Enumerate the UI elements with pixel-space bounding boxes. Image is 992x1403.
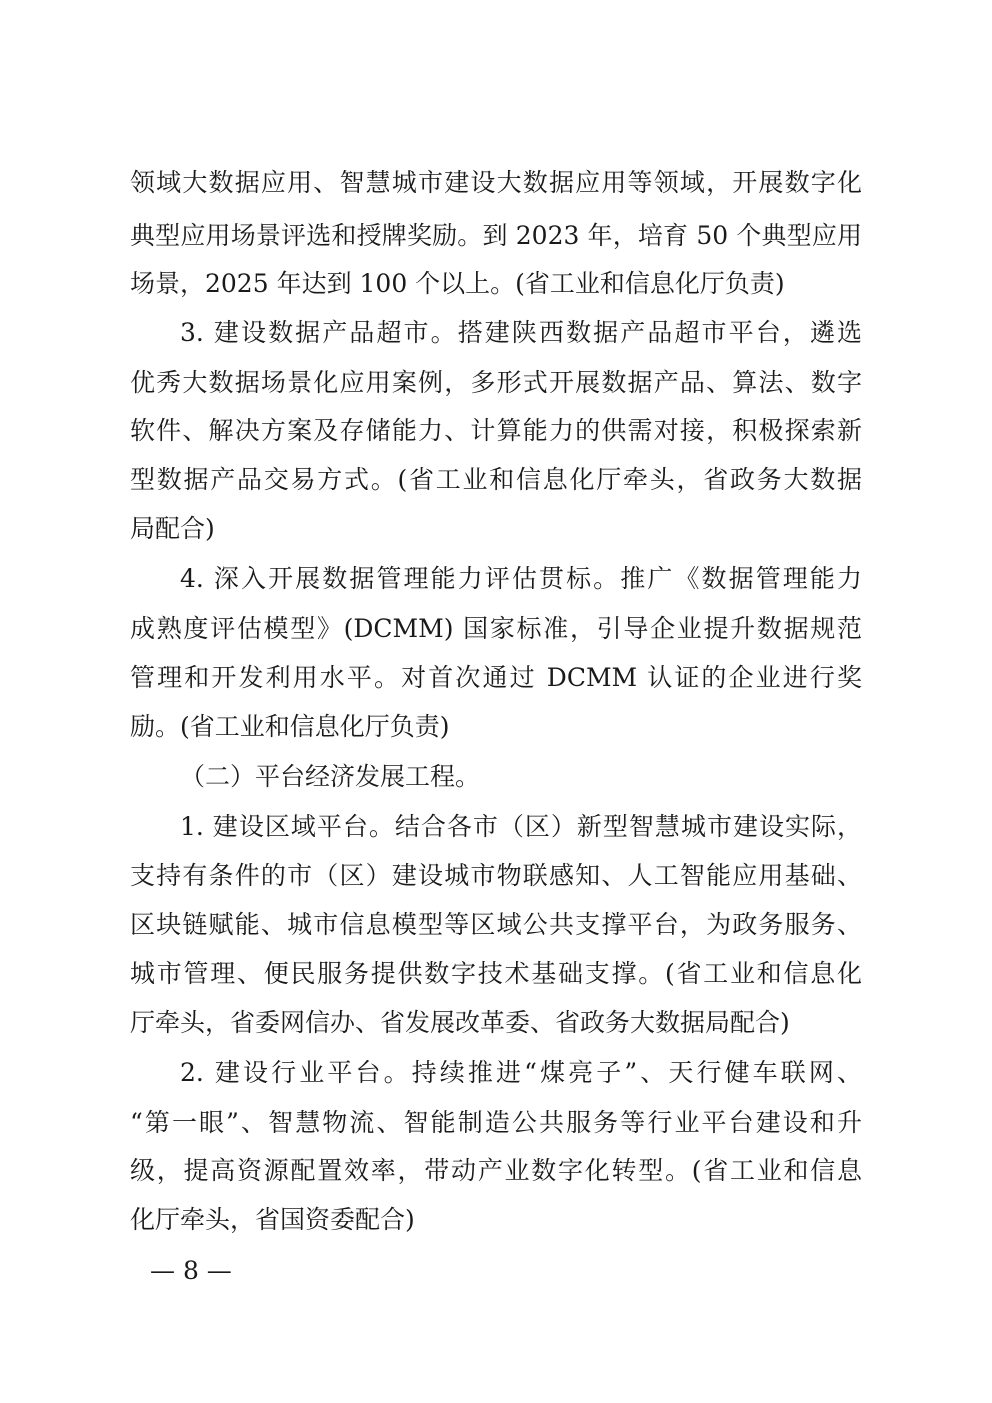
text-line: 励。(省工业和信息化厅负责): [130, 712, 450, 741]
text-line: 软件、解决方案及存储能力、计算能力的供需对接，积极探索新: [130, 416, 862, 445]
text-line: 厅牵头，省委网信办、省发展改革委、省政务大数据局配合): [130, 1008, 790, 1037]
text-line: 典型应用场景评选和授牌奖励。到 2023 年，培育 50 个典型应用: [130, 221, 862, 250]
text-line: 型数据产品交易方式。(省工业和信息化厅牵头，省政务大数据: [130, 465, 862, 494]
text-line: 4. 深入开展数据管理能力评估贯标。推广《数据管理能力: [180, 564, 862, 593]
text-line: 1. 建设区域平台。结合各市（区）新型智慧城市建设实际，: [180, 812, 862, 841]
text-line: 城市管理、便民服务提供数字技术基础支撑。(省工业和信息化: [130, 959, 862, 988]
text-line: 领域大数据应用、智慧城市建设大数据应用等领域，开展数字化: [130, 168, 862, 197]
text-line: 化厅牵头，省国资委配合): [130, 1205, 415, 1234]
text-line: “第一眼”、智慧物流、智能制造公共服务等行业平台建设和升: [130, 1108, 862, 1137]
text-line: 场景，2025 年达到 100 个以上。(省工业和信息化厅负责): [130, 269, 785, 298]
text-line: 管理和开发利用水平。对首次通过 DCMM 认证的企业进行奖: [130, 663, 862, 692]
text-line: 成熟度评估模型》(DCMM) 国家标准，引导企业提升数据规范: [130, 614, 862, 643]
page-number: — 8 —: [150, 1256, 232, 1285]
text-line: 级，提高资源配置效率，带动产业数字化转型。(省工业和信息: [130, 1156, 862, 1185]
text-line: 3. 建设数据产品超市。搭建陕西数据产品超市平台，遴选: [180, 318, 862, 347]
text-line: 区块链赋能、城市信息模型等区域公共支撑平台，为政务服务、: [130, 910, 862, 939]
text-line: 支持有条件的市（区）建设城市物联感知、人工智能应用基础、: [130, 861, 862, 890]
text-line: 2. 建设行业平台。持续推进“煤亮子”、天行健车联网、: [180, 1058, 862, 1087]
section-heading: （二）平台经济发展工程。: [180, 762, 481, 791]
text-line: 优秀大数据场景化应用案例，多形式开展数据产品、算法、数字: [130, 368, 862, 397]
text-line: 局配合): [130, 514, 215, 543]
